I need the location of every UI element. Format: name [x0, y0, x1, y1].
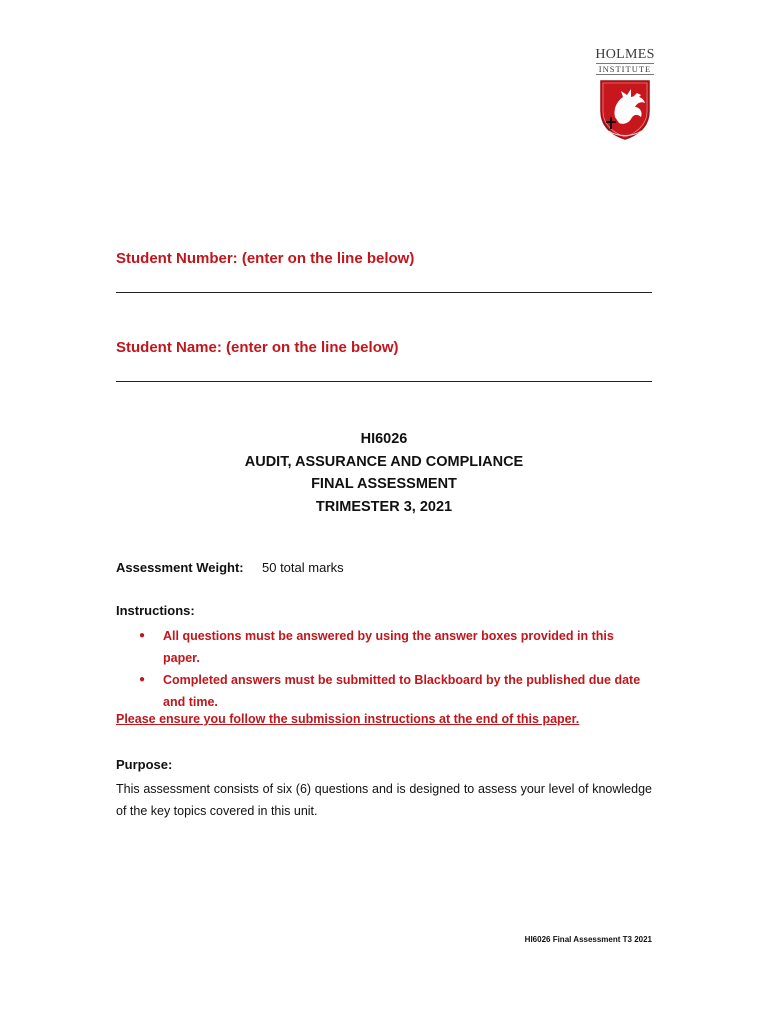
student-name-line[interactable] [116, 381, 652, 382]
assessment-weight-value: 50 total marks [262, 560, 344, 575]
student-number-line[interactable] [116, 292, 652, 293]
assessment-term: TRIMESTER 3, 2021 [315, 498, 453, 515]
instruction-item [116, 669, 652, 713]
page-footer: HI6026 Final Assessment T3 2021 [524, 935, 652, 944]
purpose-text: This assessment consists of six (6) questions and is designed to assess your level of knowledge of the key topics covered in this unit. [116, 782, 652, 818]
student-name-label: Student Name: (enter on the line below) [116, 339, 399, 356]
student-number-label: Student Number: (enter on the line below) [116, 250, 415, 267]
purpose-label: Purpose: [116, 757, 173, 772]
assessment-type: FINAL ASSESSMENT [311, 476, 457, 492]
bullet-icon: ● [139, 674, 146, 685]
instruction-text: All questions must be answered by using the answer boxes provided in this paper. [163, 629, 614, 665]
instruction-text: Completed answers must be submitted to Blackboard by the published due date and time. [163, 673, 641, 709]
holmes-institute-logo [592, 48, 658, 140]
holmes-crest-icon [597, 77, 653, 141]
assessment-weight-label: Assessment Weight: [116, 560, 244, 575]
assessment-title-block [116, 428, 652, 518]
bullet-icon: ● [139, 630, 146, 641]
logo-wordmark-line1: HOLMES [595, 47, 655, 62]
unit-name: AUDIT, ASSURANCE AND COMPLIANCE [244, 453, 524, 470]
instruction-item [116, 625, 652, 669]
unit-code: HI6026 [360, 431, 408, 447]
assessment-weight-row [116, 560, 344, 575]
instructions-label: Instructions: [116, 603, 195, 618]
logo-wordmark-line2: INSTITUTE [596, 63, 654, 75]
submission-notice: Please ensure you follow the submission instructions at the end of this paper. [116, 712, 580, 726]
instructions-list [116, 625, 652, 713]
